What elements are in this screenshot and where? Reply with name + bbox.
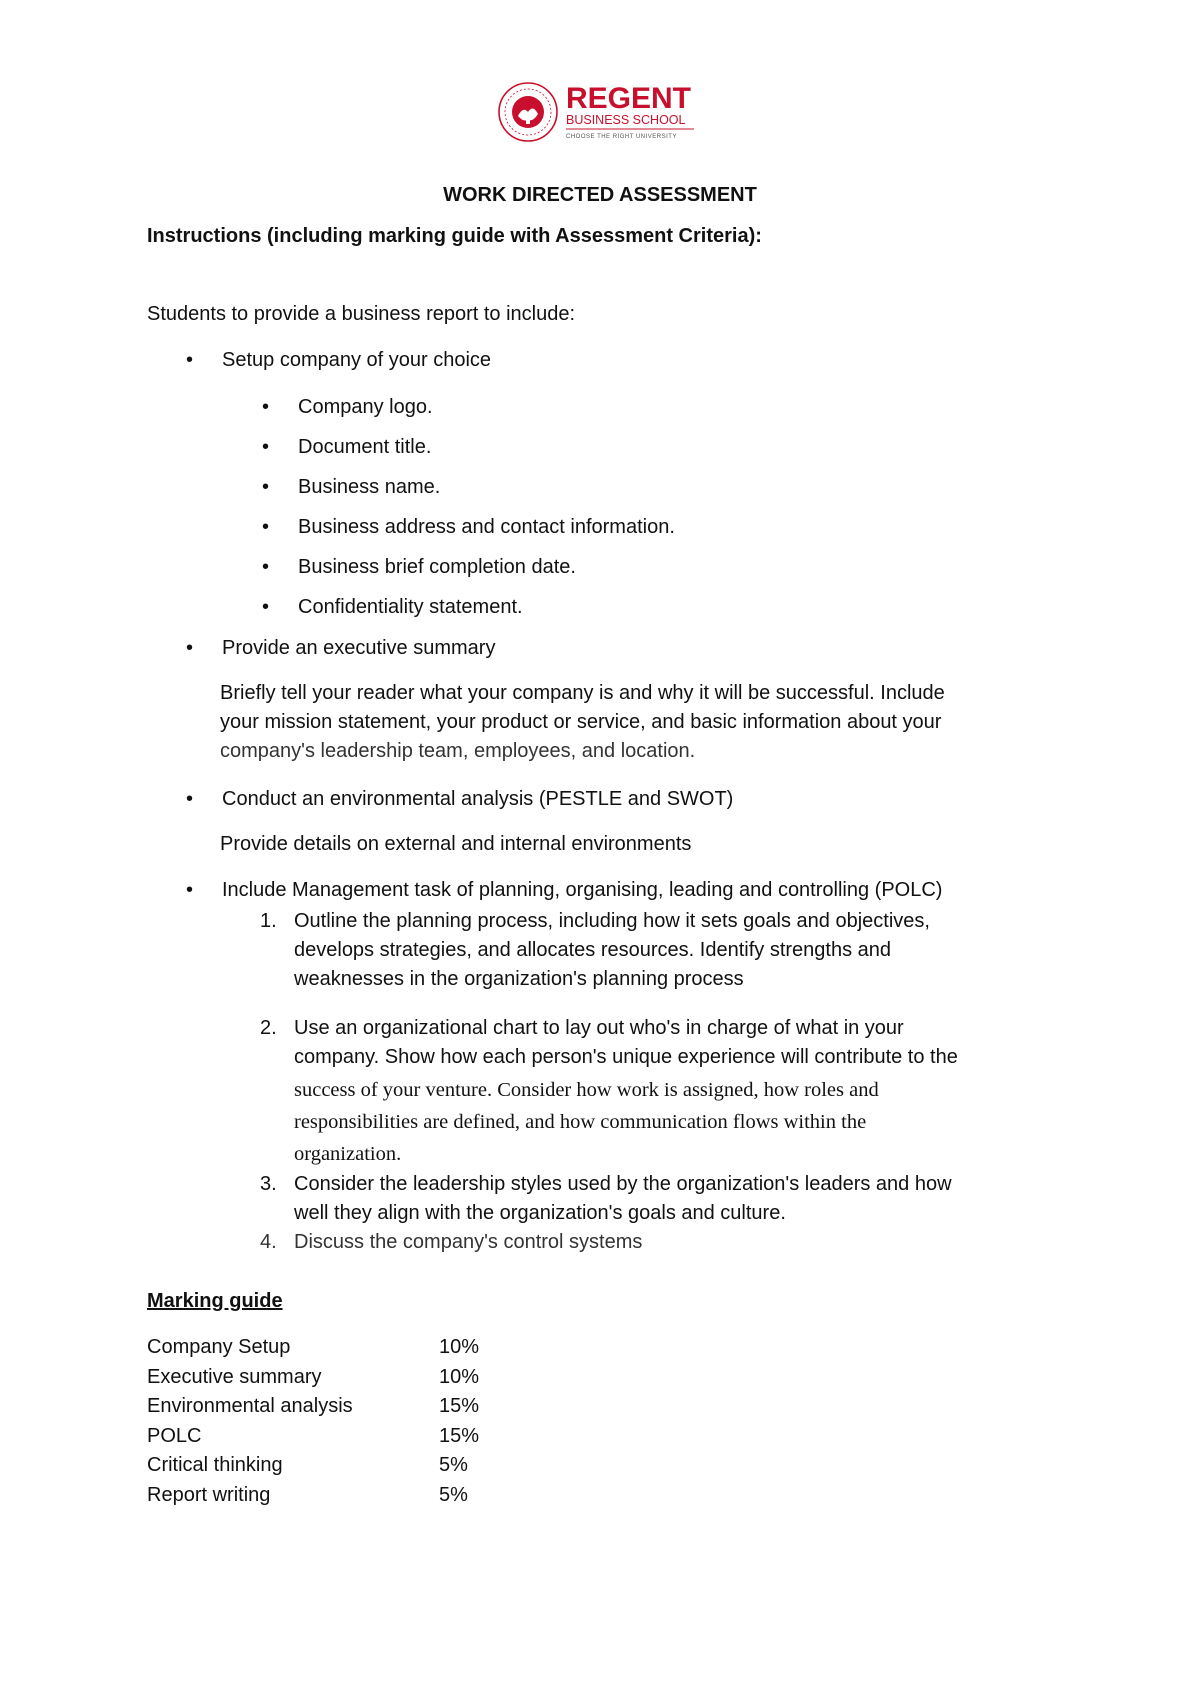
item-line: Consider the leadership styles used by the organization's leaders and how (294, 1173, 952, 1195)
item-number: 4. (260, 1231, 277, 1253)
weight: 10% (439, 1336, 480, 1358)
criterion: POLC (147, 1424, 202, 1447)
weight: 5% (439, 1483, 468, 1506)
seal-icon (499, 83, 557, 141)
weight: 5% (439, 1454, 468, 1476)
list-item-text: Business address and contact information. (298, 516, 675, 538)
bullet-environment-label: Conduct an environmental analysis (PESTLE and SWOT) (222, 788, 734, 810)
bullet-icon: • (262, 596, 270, 618)
item-line: weaknesses in the organization's planning process (294, 968, 744, 990)
item-line: organization. (294, 1143, 402, 1165)
bullet-icon: • (186, 788, 194, 810)
bullet-icon: • (262, 436, 270, 458)
summary-line: company's leadership team, employees, and location. (220, 740, 696, 762)
bullet-polc-label: Include Management task of planning, organising, leading and controlling (POLC) (222, 879, 943, 901)
bullet-icon: • (262, 396, 270, 418)
regent-logo (496, 80, 704, 144)
list-item-text: Confidentiality statement. (298, 596, 523, 618)
item-line: Discuss the company's control systems (294, 1231, 643, 1253)
environment-paragraph: Provide details on external and internal environments (220, 833, 692, 855)
item-line: Use an organizational chart to lay out who's in charge of what in your (294, 1017, 904, 1039)
item-text (294, 1170, 1054, 1228)
item-text (294, 1228, 1054, 1257)
item-line: well they align with the organization's goals and culture. (294, 1202, 786, 1224)
marking-guide-heading: Marking guide (147, 1290, 283, 1312)
page-title: WORK DIRECTED ASSESSMENT (443, 184, 757, 206)
bullet-icon: • (262, 516, 270, 538)
summary-paragraph (220, 679, 1050, 766)
item-line: responsibilities are defined, and how communication flows within the (294, 1111, 867, 1133)
list-item-text: Business brief completion date. (298, 556, 576, 578)
item-number: 3. (260, 1173, 277, 1195)
item-text (294, 1014, 1054, 1170)
item-line: success of your venture. Consider how work is assigned, how roles and (294, 1079, 879, 1101)
bullet-icon: • (262, 556, 270, 578)
weight: 15% (439, 1424, 480, 1447)
summary-line: your mission statement, your product or service, and basic information about your (220, 711, 942, 733)
bullet-icon: • (186, 349, 194, 371)
criterion: Environmental analysis (147, 1395, 353, 1417)
regent-logo-graphic (496, 80, 704, 144)
item-line: company. Show how each person's unique experience will contribute to the (294, 1046, 958, 1068)
list-item-text: Company logo. (298, 396, 433, 418)
item-number: 1. (260, 910, 277, 932)
bullet-icon: • (186, 637, 194, 659)
logo-subtitle: BUSINESS SCHOOL (566, 113, 686, 127)
intro-text: Students to provide a business report to include: (147, 303, 576, 325)
weight: 10% (439, 1365, 480, 1388)
item-line: Outline the planning process, including how it sets goals and objectives, (294, 910, 930, 932)
summary-line: Briefly tell your reader what your company is and why it will be successful. Include (220, 682, 945, 704)
criterion: Executive summary (147, 1365, 322, 1388)
list-item-text: Document title. (298, 436, 432, 458)
item-text (294, 907, 1054, 994)
logo-tagline: CHOOSE THE RIGHT UNIVERSITY (566, 134, 677, 140)
bullet-icon: • (262, 476, 270, 498)
logo-name: REGENT (566, 82, 692, 115)
list-item-text: Business name. (298, 476, 441, 498)
criterion: Company Setup (147, 1336, 291, 1358)
instructions-heading: Instructions (including marking guide with Assessment Criteria): (147, 225, 762, 247)
bullet-icon: • (186, 879, 194, 901)
weight: 15% (439, 1395, 480, 1417)
criterion: Report writing (147, 1483, 271, 1506)
criterion: Critical thinking (147, 1454, 283, 1476)
item-line: develops strategies, and allocates resources. Identify strengths and (294, 939, 892, 961)
item-number: 2. (260, 1017, 277, 1039)
bullet-summary-label: Provide an executive summary (222, 637, 496, 659)
bullet-setup-label: Setup company of your choice (222, 349, 492, 371)
